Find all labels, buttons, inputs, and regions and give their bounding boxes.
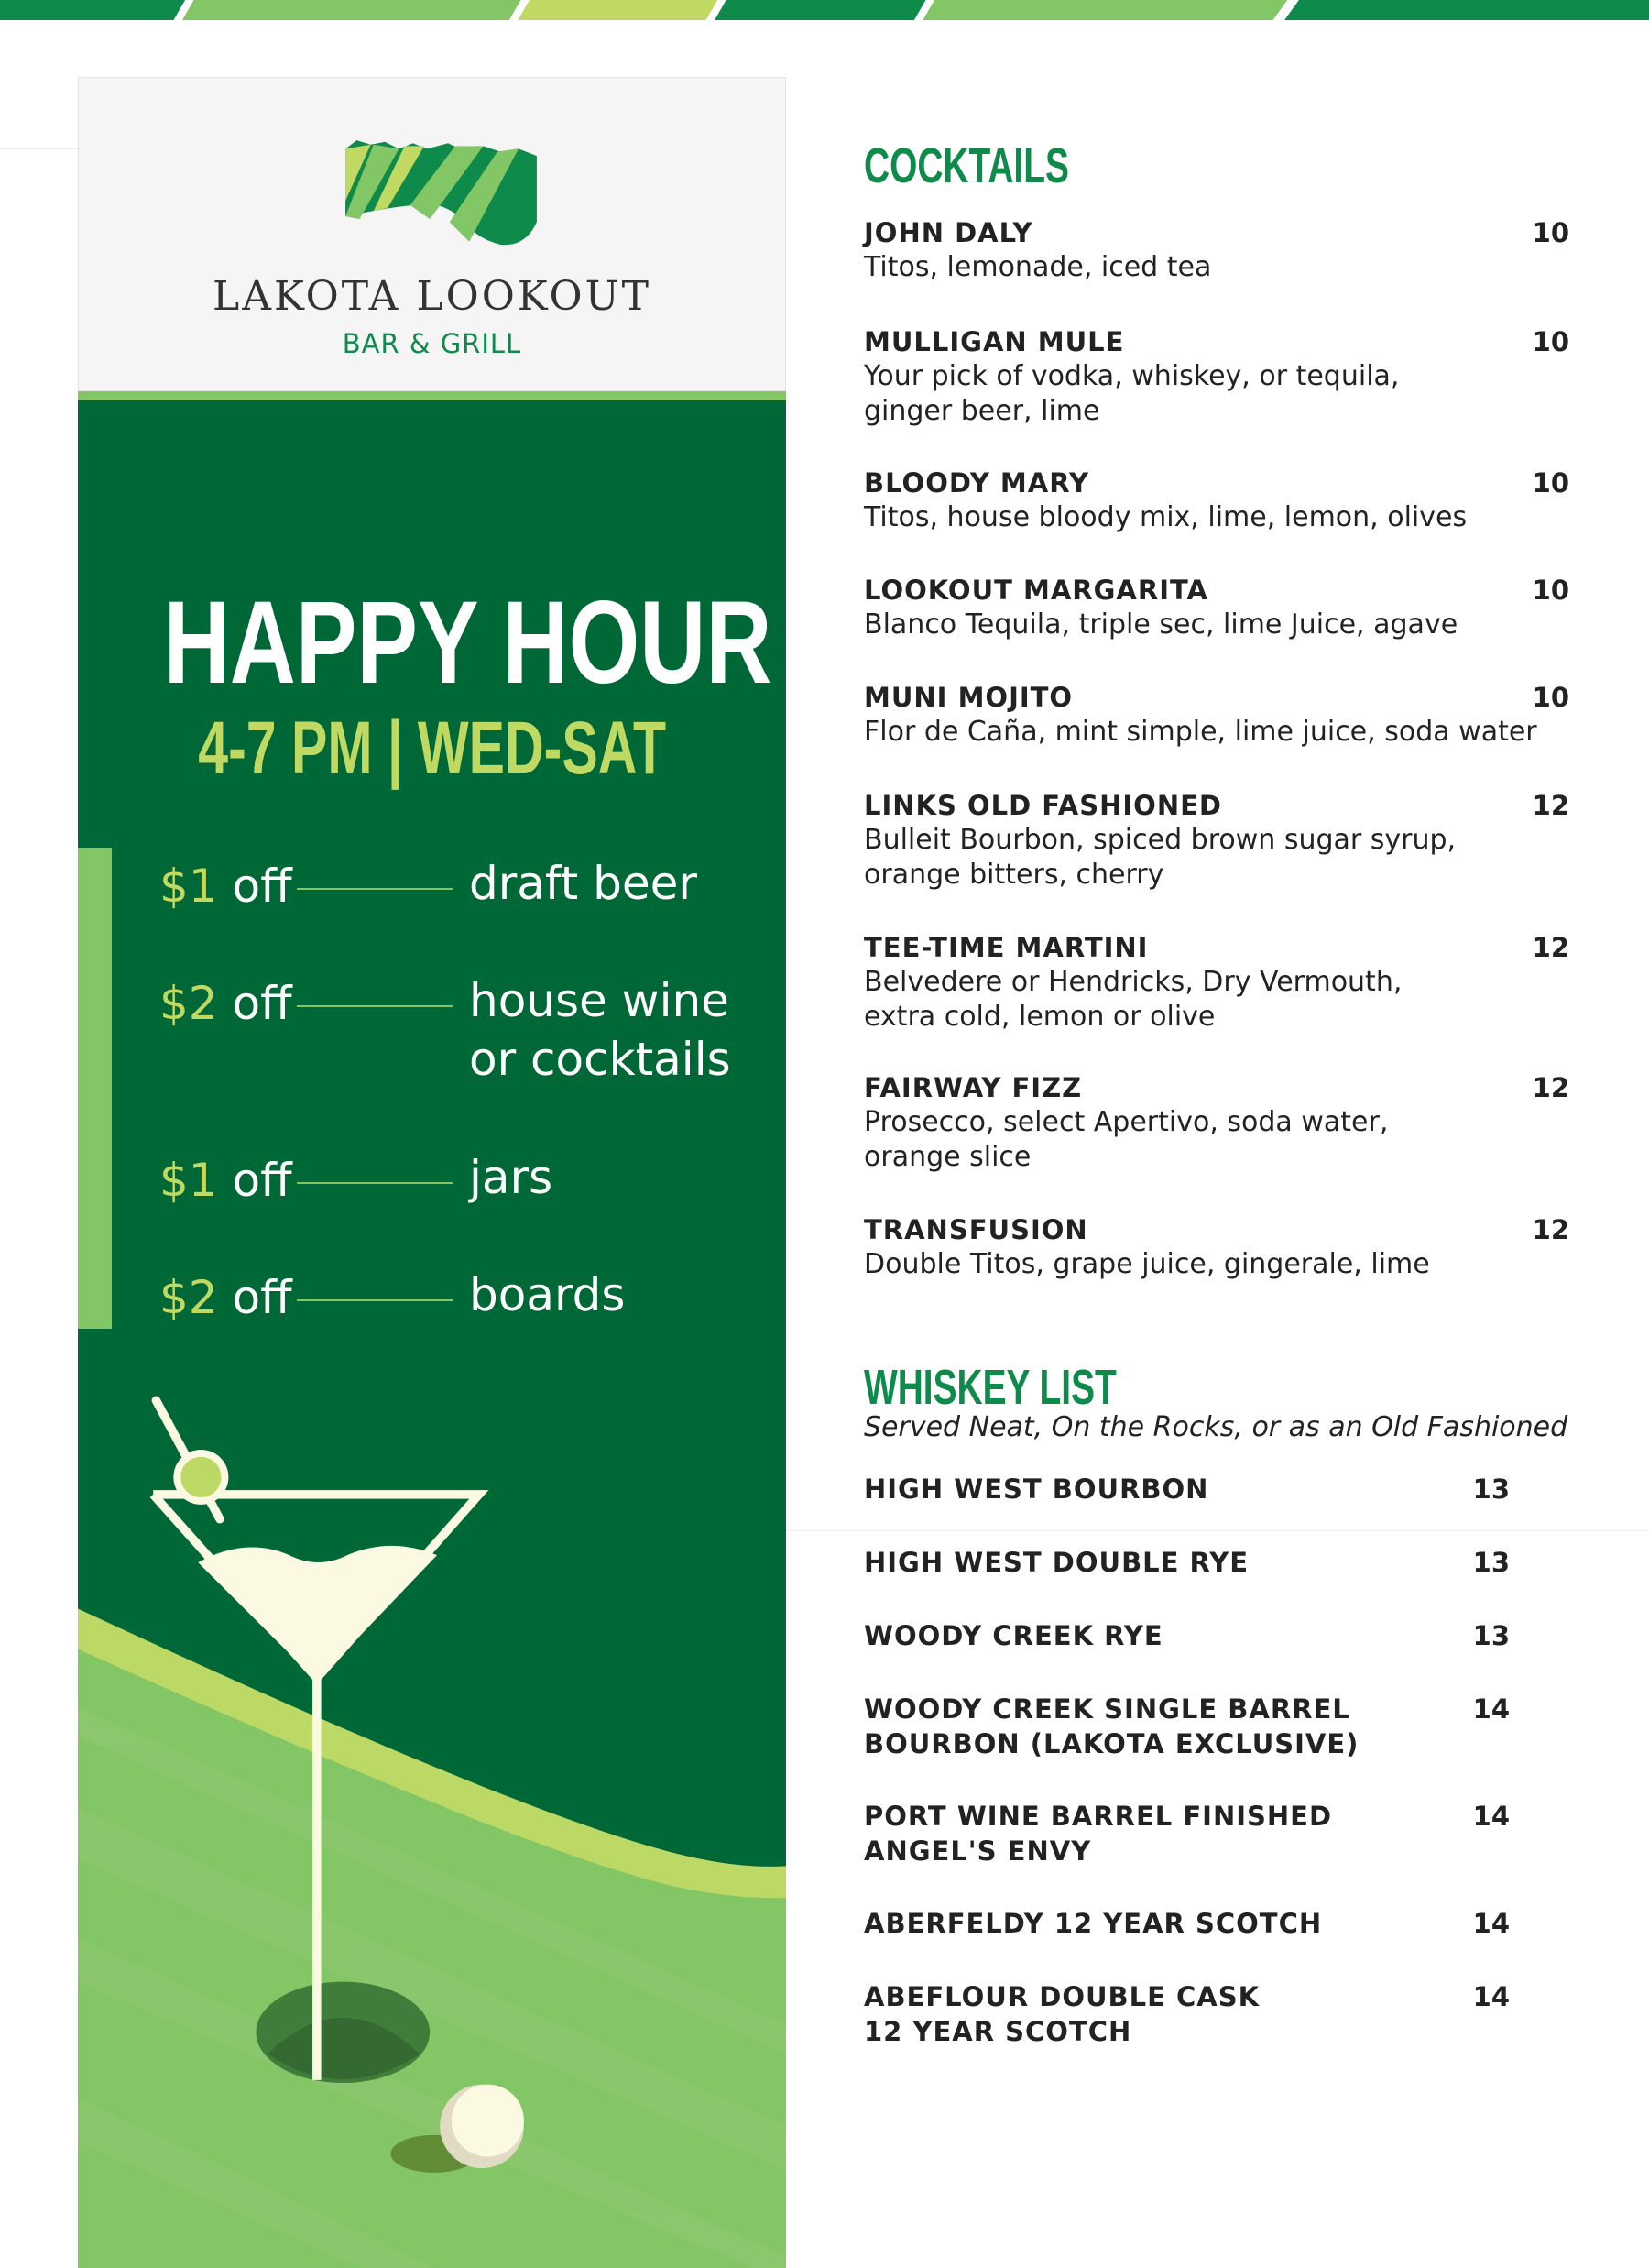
whiskey-item: HIGH WEST DOUBLE RYE 13 [864,1547,1510,1578]
happy-hour-time-text: 4-7 PM | WED-SAT [198,707,666,790]
happy-hour-title [78,575,786,710]
item-price: 10 [1532,326,1569,357]
menu-item: MULLIGAN MULE 10 Your pick of vodka, whiskey, or tequila, ginger beer, lime [864,326,1569,427]
menu-item: LINKS OLD FASHIONED 12 Bulleit Bourbon, spiced brown sugar syrup, orange bitters, cherry [864,790,1569,891]
offer-item: house wine or cocktails [469,974,731,1086]
accent-bar [78,848,112,1329]
offer-divider [297,1182,453,1184]
item-price: 10 [1532,467,1569,499]
brand-subtitle: BAR & GRILL [342,328,522,359]
happy-hour-time [78,706,786,792]
decorative-top-stripe [0,0,1649,20]
lakota-logo-icon [343,137,540,247]
menu-item: TRANSFUSION 12 Double Titos, grape juice, gingerale, lime [864,1214,1569,1280]
offer-divider [297,1299,453,1301]
whiskey-heading: WHISKEY LIST [864,1360,1117,1415]
whiskey-item: ABEFLOUR DOUBLE CASK 12 YEAR SCOTCH 14 [864,1981,1510,2047]
offer-amount: $1 off [159,1154,292,1207]
whiskey-item: ABERFELDY 12 YEAR SCOTCH 14 [864,1908,1510,1939]
item-price: 10 [1532,682,1569,713]
item-price: 14 [1472,1908,1510,1939]
offer-row [159,854,697,918]
offer-divider [297,888,453,890]
whiskey-item: WOODY CREEK RYE 13 [864,1620,1510,1651]
offer-amount: $2 off [159,1271,292,1324]
item-price: 12 [1532,790,1569,821]
cocktails-heading: COCKTAILS [864,138,1069,193]
divider [0,148,78,149]
header-band [78,391,786,400]
item-price: 14 [1472,1801,1510,1832]
item-price: 12 [1532,932,1569,963]
olive-icon [180,1457,221,1497]
offer-divider [297,1005,453,1007]
item-price: 12 [1532,1072,1569,1103]
happy-hour-title-text: HAPPY HOUR [163,577,772,708]
item-price: 14 [1472,1693,1510,1725]
whiskey-item: WOODY CREEK SINGLE BARREL BOURBON (LAKOTA EXCLUSIVE) 14 [864,1693,1510,1759]
menu-item: BLOODY MARY 10 Titos, house bloody mix, lime, lemon, olives [864,467,1569,533]
item-price: 10 [1532,575,1569,606]
offer-item: jars [469,1151,553,1204]
menu-item: TEE-TIME MARTINI 12 Belvedere or Hendricks, Dry Vermouth, extra cold, lemon or olive [864,932,1569,1033]
item-price: 13 [1472,1547,1510,1578]
offer-item: boards [469,1268,626,1321]
offer-amount: $1 off [159,860,292,913]
menu-item: MUNI MOJITO 10 Flor de Caña, mint simple, lime juice, soda water [864,682,1569,748]
menu-item: LOOKOUT MARGARITA 10 Blanco Tequila, triple sec, lime Juice, agave [864,575,1569,641]
offer-amount: $2 off [159,977,292,1030]
divider [786,1530,1649,1531]
menu-item: JOHN DALY 10 Titos, lemonade, iced tea [864,217,1569,283]
item-price: 10 [1532,217,1569,248]
offer-row [159,1148,552,1212]
offer-item: draft beer [469,857,697,910]
whiskey-item: PORT WINE BARREL FINISHED ANGEL'S ENVY 14 [864,1801,1510,1867]
menu-item: FAIRWAY FIZZ 12 Prosecco, select Apertivo, soda water, orange slice [864,1072,1569,1173]
item-price: 13 [1472,1474,1510,1505]
item-price: 12 [1532,1214,1569,1245]
offer-row [159,971,731,1086]
whiskey-item: HIGH WEST BOURBON 13 [864,1474,1510,1505]
brand-name: LAKOTA LOOKOUT [212,273,651,320]
item-price: 13 [1472,1620,1510,1651]
whiskey-subtitle: Served Neat, On the Rocks, or as an Old Fashioned [864,1411,1568,1443]
item-price: 14 [1472,1981,1510,2012]
martini-golf-illustration [78,1302,786,2268]
